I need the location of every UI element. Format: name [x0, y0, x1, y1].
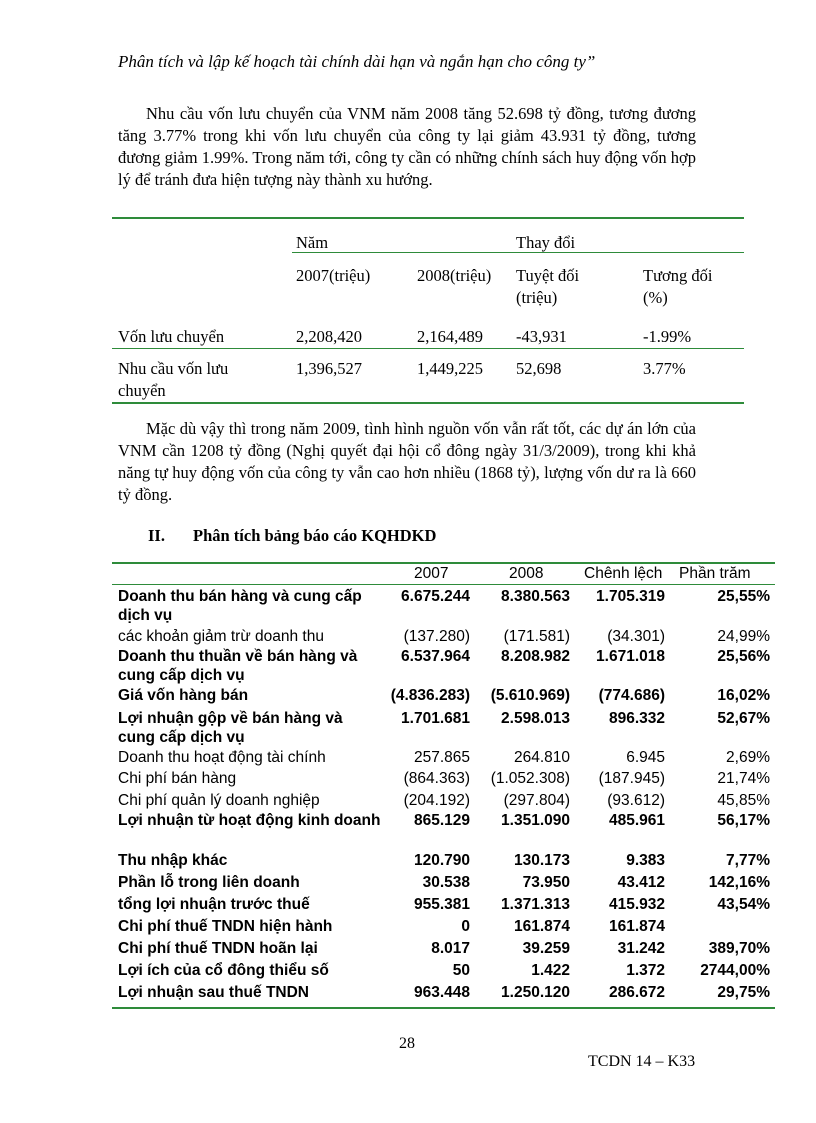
- cell-difference: (774.686): [598, 687, 665, 704]
- cell-2007: 257.865: [413, 749, 470, 766]
- cell-difference: 1.705.319: [596, 588, 665, 605]
- table2-header-percent: Phần trăm: [679, 565, 751, 582]
- cell-2007: 1.701.681: [401, 710, 470, 727]
- cell-2008: (171.581): [503, 628, 570, 645]
- row-label: Giá vốn hàng bán: [118, 687, 249, 704]
- cell-percent: 25,55%: [717, 588, 770, 605]
- paragraph-capital-sources: Mặc dù vậy thì trong năm 2009, tình hình nguồn vốn vẫn rất tốt, các dự án lớn của VNM cần 1208 tỷ đồng (Nghị quyết đại hội cổ đông ngày 31/3/2009), trong khi khả năng tự huy động vốn của công ty vẫn cao hơn nhiều (1868 tỷ), lượng vốn dư ra là 660 tỷ đồng.: [118, 419, 696, 504]
- cell-difference: 896.332: [608, 710, 665, 727]
- cell-difference: 161.874: [608, 918, 665, 935]
- table-row: [118, 961, 770, 981]
- cell-2007: (4.836.283): [390, 687, 470, 704]
- cell-2007: 865.129: [413, 812, 470, 829]
- table-row: [118, 811, 770, 851]
- section-number: II.: [148, 526, 165, 545]
- cell-2008: 1.422: [531, 962, 570, 979]
- table1-header-relative: Tương đối: [643, 266, 713, 285]
- cell-percent: 56,17%: [717, 812, 770, 829]
- running-header: Phân tích và lập kế hoạch tài chính dài hạn và ngắn hạn cho công ty”: [118, 52, 596, 71]
- cell-2008: 8.208.982: [501, 648, 570, 665]
- table1-row2-relative: 3.77%: [643, 359, 686, 378]
- cell-difference: 9.383: [626, 852, 665, 869]
- cell-2007: 0: [461, 918, 470, 935]
- table-row: [118, 939, 770, 959]
- cell-2007: (204.192): [403, 792, 470, 809]
- table-row: [118, 686, 770, 706]
- table1-row2-2007: 1,396,527: [296, 359, 362, 378]
- cell-2008: 130.173: [513, 852, 570, 869]
- table1-header-year: Năm: [296, 233, 329, 252]
- table1-row2-label-cont: chuyển: [118, 381, 166, 400]
- table-row: [118, 851, 770, 871]
- cell-2007: 50: [452, 962, 470, 979]
- row-label: Chi phí bán hàng: [118, 770, 237, 787]
- cell-difference: (93.612): [607, 792, 665, 809]
- table1-header-divider: [292, 252, 744, 253]
- table2-header-2008: 2008: [509, 565, 544, 582]
- cell-difference: 31.242: [617, 940, 665, 957]
- table-row: [118, 627, 770, 647]
- cell-percent: 7,77%: [726, 852, 770, 869]
- table1-header-relative-unit: (%): [643, 288, 668, 307]
- cell-2008: 264.810: [513, 749, 570, 766]
- row-label: Chi phí thuế TNDN hoãn lại: [118, 940, 318, 957]
- cell-difference: 43.412: [617, 874, 665, 891]
- row-label: các khoản giảm trừ doanh thu: [118, 628, 324, 645]
- table1-row1-absolute: -43,931: [516, 327, 567, 346]
- table-row: [118, 895, 770, 915]
- cell-percent: 21,74%: [717, 770, 770, 787]
- cell-2007: 963.448: [413, 984, 470, 1001]
- table1-row1-relative: -1.99%: [643, 327, 692, 346]
- cell-2008: (1.052.308): [490, 770, 570, 787]
- cell-2007: 955.381: [413, 896, 470, 913]
- cell-2007: 120.790: [413, 852, 470, 869]
- table1-header-absolute: Tuyệt đối: [516, 266, 580, 285]
- cell-2008: 1.371.313: [501, 896, 570, 913]
- table1-row1-2008: 2,164,489: [417, 327, 483, 346]
- row-label: Thu nhập khác: [118, 852, 228, 869]
- cell-difference: 286.672: [608, 984, 665, 1001]
- cell-percent: 24,99%: [717, 628, 770, 645]
- table-row: [118, 769, 770, 789]
- table1-row-divider: [112, 348, 744, 349]
- table-row: [118, 791, 770, 811]
- row-label: Lợi nhuận từ hoạt động kinh doanh: [118, 812, 381, 829]
- section-title: Phân tích bảng báo cáo KQHDKD: [193, 526, 437, 545]
- table-row: [118, 917, 770, 937]
- cell-2007: (137.280): [403, 628, 470, 645]
- paragraph-working-capital: Nhu cầu vốn lưu chuyển của VNM năm 2008 tăng 52.698 tỷ đồng, tương đương tăng 3.77% trong khi vốn lưu chuyển của công ty lại giảm 43.931 tỷ đồng, tương đương giảm 1.99%. Trong năm tới, công ty cần có những chính sách huy động vốn hợp lý để tránh đưa hiện tượng này thành xu hướng.: [118, 104, 696, 189]
- table2-top-rule: [112, 562, 775, 564]
- cell-2008: 161.874: [513, 918, 570, 935]
- cell-2007: (864.363): [403, 770, 470, 787]
- table1-top-rule: [112, 217, 744, 219]
- cell-percent: 2,69%: [726, 749, 770, 766]
- table-row: [118, 983, 770, 1003]
- cell-difference: 1.372: [626, 962, 665, 979]
- cell-difference: 415.932: [608, 896, 665, 913]
- table2-header-difference: Chênh lệch: [584, 565, 663, 582]
- table1-header-2008: 2008(triệu): [417, 266, 492, 285]
- cell-2008: 1.250.120: [501, 984, 570, 1001]
- footer-course: TCDN 14 – K33: [588, 1053, 696, 1070]
- row-label: Lợi nhuận sau thuế TNDN: [118, 984, 309, 1001]
- table-row: [118, 647, 770, 687]
- cell-difference: (187.945): [598, 770, 665, 787]
- cell-2008: 73.950: [522, 874, 570, 891]
- cell-percent: 389,70%: [708, 940, 770, 957]
- table-row: [118, 748, 770, 768]
- table1-header-2007: 2007(triệu): [296, 266, 371, 285]
- cell-percent: 45,85%: [717, 792, 770, 809]
- cell-2007: 8.017: [431, 940, 470, 957]
- cell-2008: (297.804): [503, 792, 570, 809]
- cell-difference: 1.671.018: [596, 648, 665, 665]
- table1-row2-absolute: 52,698: [516, 359, 562, 378]
- cell-difference: 485.961: [608, 812, 665, 829]
- row-label: tổng lợi nhuận trước thuế: [118, 896, 310, 913]
- row-label: Chi phí thuế TNDN hiện hành: [118, 918, 333, 935]
- table-row: [118, 873, 770, 893]
- row-label: Doanh thu hoạt động tài chính: [118, 749, 326, 766]
- row-label: Lợi nhuận gộp về bán hàng và cung cấp dịch vụ: [118, 710, 343, 746]
- cell-2008: 8.380.563: [501, 588, 570, 605]
- table1-header-change: Thay đổi: [516, 233, 576, 252]
- cell-percent: 2744,00%: [700, 962, 770, 979]
- table1-header-absolute-unit: (triệu): [516, 288, 558, 307]
- row-label: Phần lỗ trong liên doanh: [118, 874, 300, 891]
- cell-percent: 25,56%: [717, 648, 770, 665]
- cell-2008: 1.351.090: [501, 812, 570, 829]
- row-label: Chi phí quản lý doanh nghiệp: [118, 792, 320, 809]
- table-row: [118, 709, 770, 749]
- cell-percent: 52,67%: [717, 710, 770, 727]
- row-label: Doanh thu thuần về bán hàng và cung cấp dịch vụ: [118, 648, 358, 684]
- table1-row2-label: Nhu cầu vốn lưu: [118, 359, 229, 378]
- page-number: 28: [399, 1035, 415, 1052]
- table1-row1-2007: 2,208,420: [296, 327, 362, 346]
- cell-2007: 6.537.964: [401, 648, 470, 665]
- cell-2007: 30.538: [422, 874, 470, 891]
- table2-header-2007: 2007: [414, 565, 449, 582]
- table1-row1-label: Vốn lưu chuyển: [118, 327, 225, 346]
- cell-percent: 29,75%: [717, 984, 770, 1001]
- row-label: Lợi ích của cổ đông thiểu số: [118, 962, 329, 979]
- cell-difference: (34.301): [607, 628, 665, 645]
- table-row: [118, 587, 770, 627]
- table2-bottom-rule: [112, 1007, 775, 1009]
- cell-percent: 142,16%: [708, 874, 770, 891]
- table1-row2-2008: 1,449,225: [417, 359, 483, 378]
- table1-bottom-rule: [112, 402, 744, 404]
- row-label: Doanh thu bán hàng và cung cấp dịch vụ: [118, 588, 362, 624]
- cell-difference: 6.945: [626, 749, 665, 766]
- cell-2008: 2.598.013: [501, 710, 570, 727]
- cell-percent: 16,02%: [717, 687, 770, 704]
- cell-2008: (5.610.969): [490, 687, 570, 704]
- cell-2008: 39.259: [522, 940, 570, 957]
- table2-header-divider: [112, 584, 775, 585]
- cell-2007: 6.675.244: [401, 588, 470, 605]
- cell-percent: 43,54%: [717, 896, 770, 913]
